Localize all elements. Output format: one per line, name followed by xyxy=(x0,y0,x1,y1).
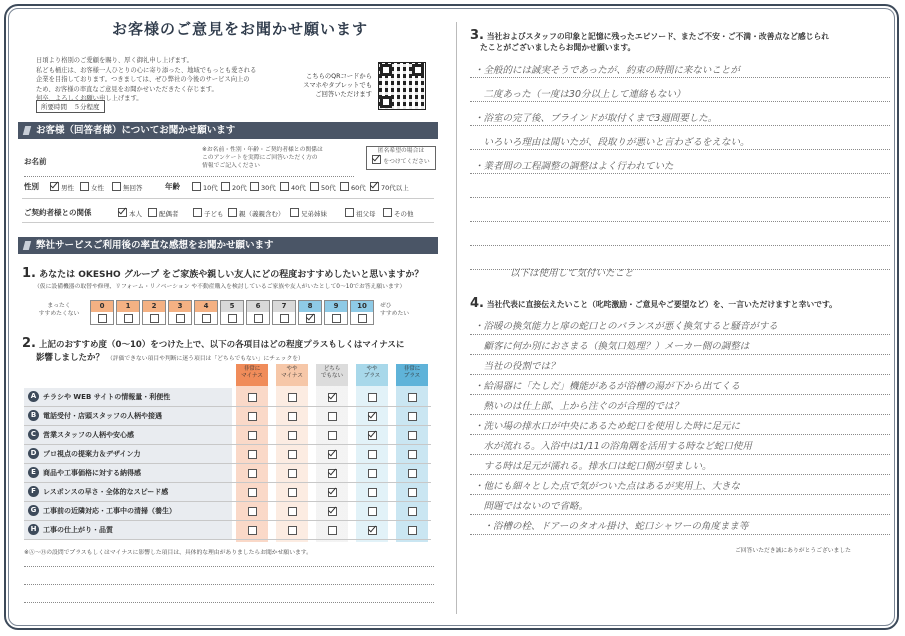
rating-checkbox[interactable] xyxy=(248,507,257,516)
answer-line[interactable] xyxy=(470,454,890,455)
scale-number: 3 xyxy=(177,302,183,310)
row-label xyxy=(24,502,232,520)
divider xyxy=(22,198,434,199)
rating-checkbox[interactable] xyxy=(368,450,377,459)
answer-line[interactable] xyxy=(470,354,890,355)
answer-line[interactable] xyxy=(470,374,890,375)
table-row xyxy=(24,388,431,407)
age-opts-option[interactable] xyxy=(280,182,306,192)
divider xyxy=(22,222,434,223)
handwritten-answer: ・浴暖の換気能力と扉の蛇口とのバランスが悪く換気すると騒音がする xyxy=(474,321,778,332)
scale-number: 4 xyxy=(203,302,209,310)
option-label: 50代 xyxy=(321,184,336,192)
scale-checkbox[interactable] xyxy=(358,314,367,323)
option-label: 女性 xyxy=(91,184,104,192)
rel-opts-option[interactable] xyxy=(228,208,285,218)
checkbox[interactable] xyxy=(118,208,127,217)
answer-line[interactable] xyxy=(470,101,890,102)
rating-checkbox[interactable] xyxy=(328,507,337,516)
rating-checkbox[interactable] xyxy=(328,526,337,535)
qr-caption: こちらのQRコードから スマホやタブレットでも ご回答いただけます xyxy=(303,73,372,98)
answer-line[interactable] xyxy=(470,125,890,126)
checkbox[interactable] xyxy=(310,182,319,191)
anonymous-box[interactable]: 匿名希望の場合は をつけてください xyxy=(366,146,436,170)
rating-checkbox[interactable] xyxy=(248,450,257,459)
handwritten-answer: ・浴室の完了後、ブラインドが取付くまで3週間要した。 xyxy=(474,113,718,124)
rating-checkbox[interactable] xyxy=(408,469,417,478)
gender-opts-option[interactable] xyxy=(112,182,143,192)
rating-checkbox[interactable] xyxy=(248,431,257,440)
rating-checkbox[interactable] xyxy=(328,450,337,459)
scale-cell[interactable] xyxy=(350,300,374,325)
q4-question: 4. 当社代表に直接伝えたいこと（叱咤激励・ご意見やご要望など）を、一言いただけますと幸いです。 xyxy=(470,296,837,311)
q2-question: 2. 上記のおすすめ度（0～10）をつけた上で、以下の各項目はどの程度プラスもしくはマイナスに 影響しましたか？ （評価できない項目や判断に迷う項目は「どちらでもない」にチェックを） xyxy=(22,336,405,363)
scale-cell[interactable] xyxy=(220,300,244,325)
rating-checkbox[interactable] xyxy=(248,488,257,497)
scale-right-label: ぜひ すすめたい xyxy=(380,303,410,317)
item-label: 営業スタッフの人柄や安心感 xyxy=(43,431,134,439)
rating-checkbox[interactable] xyxy=(408,431,417,440)
rating-checkbox[interactable] xyxy=(288,412,297,421)
item-letter-icon: H xyxy=(28,524,39,535)
scale-checkbox[interactable] xyxy=(124,314,133,323)
rel-opts-option[interactable] xyxy=(345,208,376,218)
rating-checkbox[interactable] xyxy=(408,412,417,421)
table-row xyxy=(24,502,431,521)
gender-opts-option[interactable] xyxy=(50,182,74,192)
column-header: 非常に プラス xyxy=(403,366,421,379)
rel-opts-option[interactable] xyxy=(290,208,327,218)
rating-checkbox[interactable] xyxy=(288,507,297,516)
option-label: 60代 xyxy=(351,184,366,192)
rel-opts-option[interactable] xyxy=(383,208,414,218)
reason-line[interactable] xyxy=(24,584,434,585)
option-label: 10代 xyxy=(203,184,218,192)
item-label: 電話受付・店頭スタッフの人柄や接遇 xyxy=(43,412,162,420)
handwritten-answer: ・全般的には誠実そうであったが、約束の時間に来ないことが xyxy=(474,65,740,76)
gender-opts-option[interactable] xyxy=(80,182,104,192)
scale-cell[interactable] xyxy=(246,300,270,325)
rating-checkbox[interactable] xyxy=(288,393,297,402)
thanks-message: ご回答いただき誠にありがとうございました xyxy=(735,548,851,554)
item-label: プロ視点の提案力＆デザイン力 xyxy=(43,450,141,458)
scale-checkbox[interactable] xyxy=(98,314,107,323)
rating-checkbox[interactable] xyxy=(248,526,257,535)
handwritten-answer: する時は足元が濡れる。排水口は蛇口側が望ましい。 xyxy=(474,461,712,472)
table-row xyxy=(24,407,431,426)
scale-number: 9 xyxy=(333,302,339,310)
age-opts-option[interactable] xyxy=(192,182,218,192)
table-row xyxy=(24,426,431,445)
scale-cell[interactable] xyxy=(324,300,348,325)
age-opts-option[interactable] xyxy=(221,182,247,192)
scale-checkbox[interactable] xyxy=(202,314,211,323)
q3-question: 3. 当社およびスタッフの印象と記憶に残ったエピソード、またご不安・ご不満・改善点など感じられ たことがございましたらお聞かせ願います。 xyxy=(470,28,830,52)
answer-line[interactable] xyxy=(470,394,890,395)
scale-number: 0 xyxy=(99,302,105,310)
item-label: 工事の仕上がり・品質 xyxy=(43,526,113,534)
rating-checkbox[interactable] xyxy=(288,526,297,535)
row-label xyxy=(24,464,232,482)
checkbox[interactable] xyxy=(221,182,230,191)
q3-extra-note: 以下は使用して気付いたこと xyxy=(510,268,634,279)
name-label: お名前 xyxy=(24,157,47,166)
scale-number: 1 xyxy=(125,302,131,310)
scale-cell[interactable] xyxy=(194,300,218,325)
rating-checkbox[interactable] xyxy=(328,393,337,402)
scale-checkbox[interactable] xyxy=(306,314,315,323)
handwritten-answer: ・洗い場の排水口が中央にあるため蛇口を使用した時に足元に xyxy=(474,421,741,432)
row-label xyxy=(24,407,232,425)
item-letter-icon: D xyxy=(28,448,39,459)
column-divider xyxy=(456,22,457,614)
checkbox[interactable] xyxy=(112,182,121,191)
age-label: 年齢 xyxy=(165,182,180,191)
handwritten-answer: 当社の役割では？ xyxy=(474,361,560,372)
checkbox[interactable] xyxy=(383,208,392,217)
rating-checkbox[interactable] xyxy=(328,488,337,497)
rating-checkbox[interactable] xyxy=(288,431,297,440)
answer-line[interactable] xyxy=(470,414,890,415)
answer-line[interactable] xyxy=(470,494,890,495)
column-header: 非常に マイナス xyxy=(241,366,263,379)
option-label: 70代以上 xyxy=(381,184,409,192)
handwritten-answer: ・給湯器に「たしだ」機能があるが浴槽の湯が下から出てくる xyxy=(474,381,741,392)
checkbox[interactable] xyxy=(345,208,354,217)
scale-number: 10 xyxy=(357,302,367,310)
handwritten-answer: ・他にも細々とした点で気がついた点はあるが実用上、大きな xyxy=(474,481,741,492)
option-label: 30代 xyxy=(261,184,276,192)
personal-info-note: ※お名前・性別・年齢・ご契約者様との関係は このアンケートを実際にご回答いただく方の 情報でご記入ください xyxy=(202,147,323,169)
intro-text: 日頃より格別のご愛顧を賜り、厚く御礼申し上げます。 私ども桶庄は、お客様一人ひとりの心に寄り添った、地域でもっとも愛される 企業を目指しております。つきましては、ぜひ弊社の今後のサービス向上の ため、お客様の率直なご意見をお聞かせいただきたく存じます。 何卒、よろしくお願い申し上げます。 xyxy=(36,57,257,102)
checkbox[interactable] xyxy=(148,208,157,217)
answer-line[interactable] xyxy=(470,197,890,198)
checkbox[interactable] xyxy=(80,182,89,191)
rating-checkbox[interactable] xyxy=(248,469,257,478)
rating-checkbox[interactable] xyxy=(408,526,417,535)
answer-line[interactable] xyxy=(470,149,890,150)
table-row xyxy=(24,483,431,502)
answer-line[interactable] xyxy=(470,221,890,222)
rating-checkbox[interactable] xyxy=(368,431,377,440)
item-label: 工事前の近隣対応・工事中の清掃（養生） xyxy=(43,507,176,515)
scale-number: 6 xyxy=(255,302,261,310)
handwritten-answer: 熱いのは仕上部、上から注ぐのが合理的では？ xyxy=(474,401,684,412)
scale-cell[interactable] xyxy=(298,300,322,325)
rel-opts-option[interactable] xyxy=(118,208,142,218)
rating-checkbox[interactable] xyxy=(368,469,377,478)
item-label: レスポンスの早さ・全体的なスピード感 xyxy=(43,488,169,496)
option-label: 親（義親含む） xyxy=(239,210,285,218)
option-label: 本人 xyxy=(129,210,142,218)
table-row xyxy=(24,521,431,540)
scale-number: 2 xyxy=(151,302,157,310)
q1-note: （仮に設備機器の取替や修理、リフォーム・リノベーション や不動産購入を検討しているご家族や友人がいたとして0～10でお答え願います） xyxy=(34,284,406,290)
row-label xyxy=(24,445,232,463)
option-label: 40代 xyxy=(291,184,306,192)
item-letter-icon: B xyxy=(28,410,39,421)
scale-cell[interactable] xyxy=(168,300,192,325)
scale-left-label: まったく すすめたくない xyxy=(38,303,80,317)
option-label: その他 xyxy=(394,210,414,218)
rating-checkbox[interactable] xyxy=(288,450,297,459)
option-label: 祖父母 xyxy=(356,210,376,218)
checkbox[interactable] xyxy=(340,182,349,191)
scale-cell[interactable] xyxy=(272,300,296,325)
table-footnote: ※Ⓐ～Ⓗの設問でプラスもしくはマイナスに影響した項目は、具体的な理由がありましたらお聞かせ願います。 xyxy=(24,550,312,556)
checkbox[interactable] xyxy=(193,208,202,217)
rating-checkbox[interactable] xyxy=(328,412,337,421)
handwritten-answer: 二度あった（一度は30分以上して連絡もない） xyxy=(474,89,686,100)
item-label: チラシや WEB サイトの情報量・利便性 xyxy=(43,393,171,401)
rating-checkbox[interactable] xyxy=(248,412,257,421)
item-letter-icon: E xyxy=(28,467,39,478)
option-label: 男性 xyxy=(61,184,74,192)
checkbox[interactable] xyxy=(50,182,59,191)
rating-checkbox[interactable] xyxy=(328,431,337,440)
age-opts-option[interactable] xyxy=(370,182,409,192)
option-label: 配偶者 xyxy=(159,210,179,218)
option-label: 子ども xyxy=(204,210,224,218)
answer-line[interactable] xyxy=(470,77,890,78)
checkbox[interactable] xyxy=(192,182,201,191)
rating-checkbox[interactable] xyxy=(248,393,257,402)
scale-cell[interactable] xyxy=(116,300,140,325)
service-section-header: 弊社サービスご利用後の率直な感想をお聞かせ願います xyxy=(18,237,438,254)
reason-line[interactable] xyxy=(24,602,434,603)
item-letter-icon: F xyxy=(28,486,39,497)
handwritten-answer: ・浴槽の栓、ドアーのタオル掛け、蛇口シャワーの角度まま等 xyxy=(474,521,749,532)
option-label: 兄弟姉妹 xyxy=(301,210,327,218)
answer-line[interactable] xyxy=(470,334,890,335)
handwritten-answer: 顧客に何か別におさまる（換気口処理？）メーカー側の調整は xyxy=(474,341,750,352)
column-header: やや プラス xyxy=(363,366,381,379)
rating-checkbox[interactable] xyxy=(288,469,297,478)
age-opts-option[interactable] xyxy=(310,182,336,192)
column-header: やや マイナス xyxy=(281,366,303,379)
checkbox[interactable] xyxy=(228,208,237,217)
rating-checkbox[interactable] xyxy=(368,393,377,402)
scale-checkbox[interactable] xyxy=(228,314,237,323)
rating-checkbox[interactable] xyxy=(408,393,417,402)
item-letter-icon: G xyxy=(28,505,39,516)
relation-label: ご契約者様との関係 xyxy=(24,208,92,217)
rel-opts-option[interactable] xyxy=(148,208,179,218)
column-header: どちら でもない xyxy=(320,366,343,379)
answer-line[interactable] xyxy=(470,245,890,246)
scale-number: 8 xyxy=(307,302,313,310)
rating-checkbox[interactable] xyxy=(368,488,377,497)
item-label: 商品や工事価格に対する納得感 xyxy=(43,469,141,477)
scale-number: 5 xyxy=(229,302,235,310)
scale-number: 7 xyxy=(281,302,287,310)
qr-code-icon[interactable] xyxy=(378,62,426,110)
scale-checkbox[interactable] xyxy=(332,314,341,323)
row-label xyxy=(24,426,232,444)
scale-checkbox[interactable] xyxy=(176,314,185,323)
checkbox[interactable] xyxy=(290,208,299,217)
name-field-line[interactable] xyxy=(24,176,354,177)
age-opts-option[interactable] xyxy=(340,182,366,192)
scale-checkbox[interactable] xyxy=(254,314,263,323)
answer-line[interactable] xyxy=(470,434,890,435)
scale-checkbox[interactable] xyxy=(150,314,159,323)
rating-checkbox[interactable] xyxy=(408,450,417,459)
checkbox[interactable] xyxy=(370,182,379,191)
item-letter-icon: C xyxy=(28,429,39,440)
page-title: お客様のご意見をお聞かせ願います xyxy=(111,20,368,38)
reason-line[interactable] xyxy=(24,566,434,567)
anonymous-checkbox[interactable] xyxy=(372,155,381,164)
age-opts-option[interactable] xyxy=(250,182,276,192)
row-label xyxy=(24,388,232,406)
row-label xyxy=(24,521,232,539)
rating-checkbox[interactable] xyxy=(408,507,417,516)
rating-checkbox[interactable] xyxy=(408,488,417,497)
handwritten-answer: 問題ではないので省略。 xyxy=(474,501,589,512)
answer-line[interactable] xyxy=(470,534,890,535)
answer-line[interactable] xyxy=(470,173,890,174)
rating-checkbox[interactable] xyxy=(368,526,377,535)
option-label: 無回答 xyxy=(123,184,143,192)
table-row xyxy=(24,464,431,483)
scale-cell[interactable] xyxy=(90,300,114,325)
handwritten-answer: いろいろ理由は聞いたが、段取りが悪いと言わざるをえない。 xyxy=(474,137,750,148)
gender-label: 性別 xyxy=(24,182,39,191)
table-row xyxy=(24,445,431,464)
handwritten-answer: ・業者間の工程調整の調整はよく行われていた xyxy=(474,161,674,172)
answer-line[interactable] xyxy=(470,474,890,475)
answer-line[interactable] xyxy=(470,514,890,515)
rating-checkbox[interactable] xyxy=(328,469,337,478)
rating-checkbox[interactable] xyxy=(288,488,297,497)
customer-section-header: お客様（回答者様）についてお聞かせ願います xyxy=(18,122,438,139)
checkbox[interactable] xyxy=(250,182,259,191)
row-label xyxy=(24,483,232,501)
option-label: 20代 xyxy=(232,184,247,192)
item-letter-icon: A xyxy=(28,391,39,402)
rating-checkbox[interactable] xyxy=(368,507,377,516)
rel-opts-option[interactable] xyxy=(193,208,224,218)
scale-checkbox[interactable] xyxy=(280,314,289,323)
q1-question: 1. あなたは OKESHO グループ をご家族や親しい友人にどの程度おすすめしたいと思いますか？ xyxy=(22,266,424,281)
handwritten-answer: 水が流れる。入浴中は1/11の浴角隅を活用する時など蛇口使用 xyxy=(474,441,752,452)
scale-cell[interactable] xyxy=(142,300,166,325)
time-required: 所要時間 ５分程度 xyxy=(36,100,105,113)
rating-checkbox[interactable] xyxy=(368,412,377,421)
checkbox[interactable] xyxy=(280,182,289,191)
